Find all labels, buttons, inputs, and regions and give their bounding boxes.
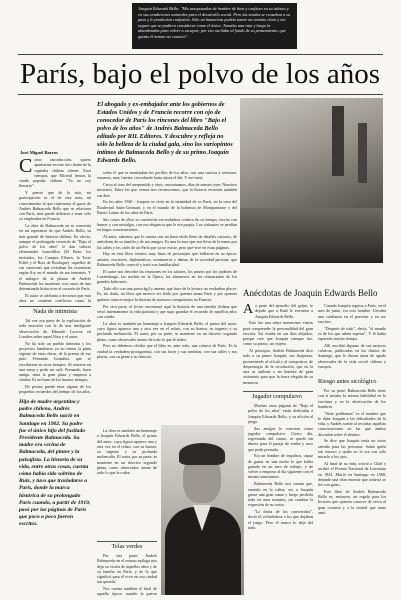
- paragraph: Era un hombre de impulsos, capaz de gastar en una noche lo que había ganado en un mes de trabajo, y de volver a empezar al día siguiente con el mismo entusiasmo.: [248, 453, 313, 480]
- paragraph: sobre el que se manejaban los perfiles de los años, con una curiosa y aventura, enormes, muy fuertes, recordando hasta ahora el día. Y ese tenía.: [97, 170, 237, 181]
- paragraph: Cuando Joaquín regresa a París, en el mes de junio, era otro hombre. Llevaba una confianza en el porvenir y en sus escritos.: [318, 303, 386, 324]
- sidebar-subheading: Jugador compulsivo: [252, 393, 303, 400]
- paragraph: "La dicha de los convertidos", decía él, refiriéndose a los que dejaban el juego. Pero él nunca lo dejó del todo.: [248, 509, 313, 530]
- paragraph: Muchas otras páginas de "Bajo el polvo de los años" están dedicadas a Joaquín Edwards Bello, y su afición al juego.: [248, 403, 313, 424]
- article-column-1b: [19, 318, 91, 396]
- paragraph: Por otra parte, Andrés Balmaceda en el mismo epílogo nos deja su visión de aquellos años y de su familia en París, y de lo que significó para él vivir en esa ciudad tan querida.: [97, 553, 157, 585]
- quote-box: Joaquín Edwards Bello: "Mis antepasados de hombre de bien y confieso en su talento y en sus condiciones naturales para el desarrollo social. Pero las sendas se cruzaban a su paso y le producían confusión. Sólo un humorista podría tomar un camino claro y ten seguro que se pudiera considerar como el único. Tomaba una ruta y luego la abandonaba para volver a escapar; por eso oscilaba al fondo de su pensamiento, que quizás él mismo no conoció".: [132, 3, 297, 49]
- paris-street-photo: [240, 98, 383, 263]
- hair-shape: [179, 443, 225, 465]
- paragraph: Todo ello con una prosa ágil y amena, que hace de la lectura un verdadero placer. Es, sin duda, un libro que merece ser leído por quienes aman París y por quienes quieren conocer mejor la historia de nuestros compatriotas en Francia.: [97, 286, 237, 302]
- paragraph: Por otra parte, el lector encontrará aquí la historia de una familia chilena que vivió intensamente la vida parisina y que supo guardar el recuerdo de aquellos años con cariño.: [97, 303, 237, 319]
- article-column-1: [19, 157, 91, 304]
- paragraph: Se dice que Joaquín tenía un sexto sentido para las personas. Sabía quién era sincero y quién no lo era con sólo mirarlo a los ojos.: [318, 438, 386, 460]
- byline: José Miguel Barros: [20, 150, 58, 155]
- paragraph: El autor nos describe las reuniones en los salones, los paseos por los jardines de Luxemburgo, las noches en la Ópera, los almuerzos en los restaurantes de los grandes bulevares.: [97, 268, 237, 285]
- paragraph: De pronto puede estar alguno de los pequeños recuerdos del tiempo de los años,: [19, 384, 91, 395]
- paragraph: Sus amigos le conocían como jugador compulsivo. Cierto día, regresando del casino, se quedó sin dinero para el pasaje de vuelta y tuvo que pedir prestado.: [248, 425, 313, 452]
- paragraph: Al principio, Andrés Balmaceda dice todo a su primo Joaquín, sus flaquezas, prometiendo al oficial y al compositor, de desprestigio de la circulación, que en la otra se atribuía a un hombre de gran visionario para que la fuera elegida de su memoria.: [243, 348, 313, 385]
- paragraph: Nos cuenta también el final de aquella época, cuando la guerra: [97, 586, 157, 597]
- drop-cap: A: [243, 303, 254, 317]
- article-column-2: [97, 170, 237, 425]
- paragraph: La obra es también un homenaje a Joaquín Edwards Bello, el primo del autor, cuya figura aparece una y otra vez en el relato, con su humor, su ingenio y su profunda melancolía. El autor, por su parte, se mantiene en un discreto segundo plano, como observador atento de todo lo que le rodea.: [97, 320, 237, 342]
- headline-rule: [18, 54, 383, 55]
- paragraph: Allí escribió algunas de sus mejores crónicas, publicadas en los diarios de Santiago, que le dieron fama de agudo observador de la vida social chilena y europea.: [318, 342, 386, 369]
- paragraph: Pero no debemos olvidar que el libro es, ante todo, una crónica de París. Es la ciudad la verdadera protagonista, con sus luces y sus sombras, con sus calles y sus plazas, con su gente y su historia.: [97, 343, 237, 359]
- paragraph: Al final de su vida, volvió a Chile y recibió el Premio Nacional de Literatura en 1943. Murió en Santiago en 1968, dejando una obra enorme que todavía se lee con gusto.: [318, 461, 386, 488]
- paragraph: Como introducción, quiero apuntarme en este foto frente de la capitalia chilena cilente. Esos tiempos, que Micreal hemos la citado popular chileno "Ya no soy literario".: [19, 157, 91, 189]
- paragraph: El autor se adelanta a decirnos que esta obra no contiene conflictos como la: [19, 293, 91, 304]
- article-column-2b: [97, 553, 157, 597]
- paragraph: Aa parte del episodio del golpe, le dejado que a Raúl le enviaron a Joaquín Edwards Bello.: [243, 303, 313, 319]
- paragraph: Cerca al tono del arrepentido y otros, encontramos, días de nuestro ayer. Nuestros misterios. Entre los que vemos nos reconocemos, que la historia recuerda también sus días.: [97, 182, 237, 198]
- intro-text: El abogado y ex-embajador ante los gobiernos de Estados Unidos y de Francia recorre con ojo de conocedor de París los rincones del libro "Bajo el polvo de los años" de Andrés Balmaceda Bello editado por RIL Editores. Y descubre y refleja no sólo la belleza de la ciudad gala, sino los variopintos íntimos de Balmaceda Bello y de su primo Joaquín Edwards Bello.: [97, 101, 233, 164]
- paragraph: La obra de Balmaceda en se convertía en mi esperanza de que Andrés Bello, su más grande de historia chilena. En efecto, aunque el prolongado recuerdo de "Bajo el polvo de los años" le dan valores elementales francófilos (El Beso, los invitados, los Campos Elíseos, la Torre Eiffel y el Bois de Boulogne) -aquellos de sus canciones que recitaban las escenarias según Ary en el mundo de sus tenientes. Y el milagro de la pluma de Andrés Balmaceda los mantiene con casos de una determinada historia en el corazón de París.: [19, 223, 91, 292]
- paragraph: No ha sido un pueblo intimista y los proyectos familiares ya no tienen la pinta vigente de estas obras, de la prensa de ese país: Fernando González, que se escribieron en otros tiempos. Al sentarse en una mesa y pedir un café, Fernando, buen amigo, mira la gran plaza y empieza a charlar. Es un buen de los buenos tiempos.: [19, 340, 91, 383]
- building-shape: [358, 123, 367, 183]
- paragraph: Y puesto que de lo mío, mi participación es el de esta nota, mi conocimiento lo que representa el gusto de Andrés Balmaceda Bello que se relaciona con París, más puede delirarse a tener sólo ya empleados en Francia.: [19, 190, 91, 222]
- paragraph: Este libro de Andrés Balmaceda Bello es, entonces, un regalo para los lectores que quieren conocer de cerca al gran cronista y a la ciudad que tanto amó.: [318, 488, 386, 515]
- section-heading: Telas verdes: [111, 543, 143, 550]
- paragraph: Sus cartas de ellos se convierten en verdadera crónica de su tiempo, escrita con humor y con nostalgia, con esa elegancia que le era propia. Los visitantes se perdían en largas conversaciones.: [97, 216, 237, 233]
- headline-rule-bottom: [18, 94, 383, 95]
- author-portrait-photo: [161, 425, 244, 595]
- paragraph: Al autor, sabemos que lo cuenta con un buen estilo lleno de detalles curiosos, de anécdotas de su familia y de sus amigos. Es una lectura que nos lleva de la mano por las calles y los cafés de un París que ya no existe, pero que vive en estas páginas.: [97, 234, 237, 250]
- pull-quote: Hijo de madre argentina y padre chileno, Andrés Balmaceda Bello nació en Santiago en 1902. Su padre fue el único hijo del fusilado Presidente Balmaceda. Su madre era vecina de Balmaceda, del pintor y la paisajista. La historia de su vida, entre otras cosas, cuenta cómo había sido sobrino de Ruiz, y tuvo que trasladarse a París, donde la marca histórica de su prolongado París cuando, a partir de 1919, pasó por las páginas de París que poco a poco fueron escritos.: [19, 399, 91, 528]
- section-heading: Nada de intimista: [33, 308, 77, 315]
- sidebar-column-1b: [248, 403, 313, 595]
- paragraph: La obra es también un homenaje a Joaquín Edwards Bello, el primo del autor, cuya figura aparece una y otra vez en el relato, con su humor, su ingenio y su profunda melancolía. El autor, por su parte, se mantiene en un discreto segundo plano, como observador atento de todo lo que le rodea.: [97, 428, 157, 475]
- paragraph: Por su parte, Balmaceda Bello tiene con sí mismo la misma habilidad en la escritura y en la observación de los hombres.: [318, 388, 386, 409]
- paragraph: Tal vez esa parte de la explicación de toda emoción con la de una inteligente observación de Eduardo Lacroix en Londres sobre aquel libro y el autor.: [19, 318, 91, 339]
- paragraph: "Después de todo", decía, "el mundo es de los que saben esperar". Y él había esperado mucho tiempo.: [318, 325, 386, 342]
- paragraph: [243, 387, 313, 388]
- drop-cap: C: [19, 157, 33, 177]
- paragraph: "Siete problemas" es el nombre que le daba Joaquín a las dificultades de la vida, y Andrés sonríe al recordar aquellas conversaciones en las que ambos discutían sobre el destino.: [318, 410, 386, 437]
- sidebar-headline: Anécdotas de Joaquín Edwards Bello: [243, 288, 378, 298]
- article-column-2-lower: [97, 428, 157, 538]
- street-shape: [240, 208, 383, 263]
- section-rule: [243, 391, 313, 392]
- building-shape: [332, 106, 344, 176]
- paragraph: Balmaceda Bello nos cuenta que, estando en la ruleta, vio a Joaquín ganar una gran suma y luego perderla toda en unos minutos, sin cambiar la expresión de su rostro.: [248, 481, 313, 508]
- paragraph: Este fue una sobre numerosas visitas para comprender la personalidad del gran escritor. Así estaba en sus días alejados, porque cree que Joaquín siempre fue, como su primo, un viajero.: [243, 320, 313, 347]
- sidebar-subheading: Riesgo antes sicológico: [318, 378, 377, 385]
- section-rule: [19, 306, 91, 307]
- section-rule: [97, 541, 157, 542]
- sidebar-column-2: [318, 303, 386, 375]
- paragraph: Hay en este libro retratos muy finos de personajes que brillaron en su época: artistas, escritores, diplomáticos, aventureros y damas de la sociedad parisina, que Balmaceda Bello conoció y trató con familiaridad.: [97, 251, 237, 267]
- paragraph: En los años 1920 - Joaquín se vivía en la intimidad de su París, en la casa del Boulevard Saint-Germain, y en el mundo de la bohemia de Montparnasse y del Barrio Latino de los años de París.: [97, 199, 237, 215]
- page-title: París, bajo el polvo de los años: [20, 58, 381, 90]
- sidebar-column-1: [243, 303, 313, 388]
- sidebar-column-2b: [318, 388, 386, 595]
